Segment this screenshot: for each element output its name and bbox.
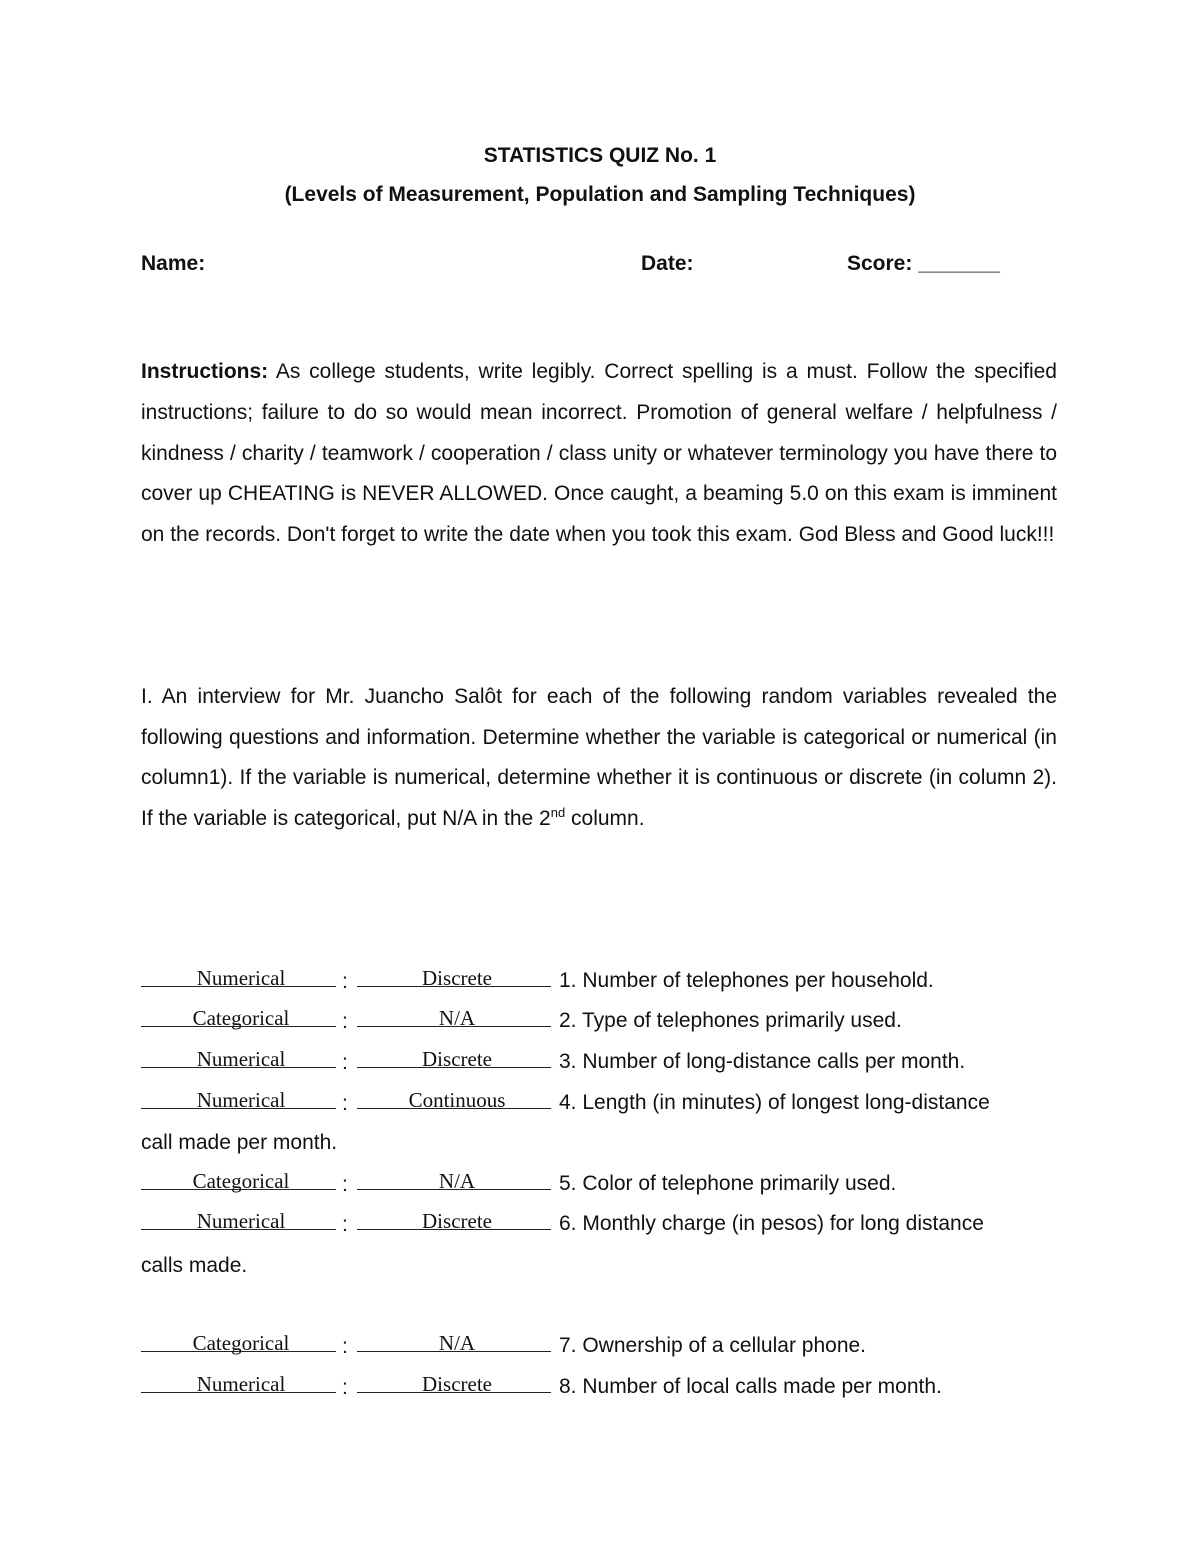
instructions-text: As college students, write legibly. Correct spelling is a must. Follow the specified instructions; failure to do so would mean incorrect. Promotion of general welfare / helpfulness / kindness / charity / teamwork / cooperation / class unity or whatever terminology you have there to cover up CHEATING is NEVER ALLOWED. Once caught, a beaming 5.0 on this exam is imminent on the records. Don't forget to write the date when you took this exam. God Bless and Good luck!!! bbox=[141, 360, 1057, 547]
page-title: STATISTICS QUIZ No. 1 bbox=[483, 144, 717, 167]
handwritten-answer-col1: Numerical bbox=[196, 1209, 286, 1233]
question-continuation: call made per month. bbox=[141, 1131, 338, 1154]
question-continuation: calls made. bbox=[141, 1254, 248, 1277]
handwritten-answer-col2: N/A bbox=[438, 1006, 476, 1030]
question-text: 4. Length (in minutes) of longest long-distance bbox=[559, 1091, 990, 1114]
handwritten-answer-col1: Categorical bbox=[192, 1006, 290, 1030]
handwritten-answer-col2: Discrete bbox=[422, 1209, 492, 1233]
handwritten-answer-col2: N/A bbox=[438, 1169, 476, 1193]
page-subtitle: (Levels of Measurement, Population and Sampling Techniques) bbox=[284, 183, 916, 206]
separator: : bbox=[342, 1051, 348, 1074]
handwritten-answer-col1: Numerical bbox=[196, 1372, 286, 1396]
name-label: Name: bbox=[141, 252, 206, 275]
section-intro-superscript: nd bbox=[550, 805, 566, 821]
instructions-paragraph bbox=[141, 352, 1057, 556]
separator: : bbox=[342, 1173, 348, 1196]
handwritten-answer-col1: Categorical bbox=[192, 1331, 290, 1355]
question-text: 3. Number of long-distance calls per month. bbox=[559, 1050, 966, 1073]
section-intro-end: column. bbox=[565, 807, 645, 831]
handwritten-answer-col2: Discrete bbox=[422, 966, 492, 990]
date-label: Date: bbox=[641, 252, 694, 275]
separator: : bbox=[342, 1010, 348, 1033]
separator: : bbox=[342, 1092, 348, 1115]
handwritten-answer-col1: Numerical bbox=[196, 966, 286, 990]
question-text: 8. Number of local calls made per month. bbox=[559, 1375, 942, 1398]
question-text: 2. Type of telephones primarily used. bbox=[559, 1009, 902, 1032]
question-text: 5. Color of telephone primarily used. bbox=[559, 1172, 897, 1195]
separator: : bbox=[342, 1213, 348, 1236]
score-label: Score: _______ bbox=[847, 252, 1000, 275]
instructions-label: Instructions: bbox=[141, 360, 269, 383]
question-text: 7. Ownership of a cellular phone. bbox=[559, 1334, 867, 1357]
section-intro bbox=[141, 677, 1057, 840]
section-intro-text: I. An interview for Mr. Juancho Salôt for each of the following random variables revealed the following questions and information. Determine whether the variable is categorical or numerical (in column1). If the variable is numerical, determine whether it is continuous or discrete (in column 2). If the variable is categorical, put N/A in the 2 bbox=[141, 685, 1057, 831]
handwritten-answer-col2: Continuous bbox=[408, 1088, 506, 1112]
handwritten-answer-col2: Discrete bbox=[422, 1372, 492, 1396]
question-text: 1. Number of telephones per household. bbox=[559, 969, 934, 992]
handwritten-answer-col1: Numerical bbox=[196, 1088, 286, 1112]
handwritten-answer-col1: Numerical bbox=[196, 1047, 286, 1071]
separator: : bbox=[342, 1335, 348, 1358]
separator: : bbox=[342, 970, 348, 993]
separator: : bbox=[342, 1376, 348, 1399]
handwritten-answer-col2: Discrete bbox=[422, 1047, 492, 1071]
question-text: 6. Monthly charge (in pesos) for long distance bbox=[559, 1212, 984, 1235]
handwritten-answer-col2: N/A bbox=[438, 1331, 476, 1355]
handwritten-answer-col1: Categorical bbox=[192, 1169, 290, 1193]
